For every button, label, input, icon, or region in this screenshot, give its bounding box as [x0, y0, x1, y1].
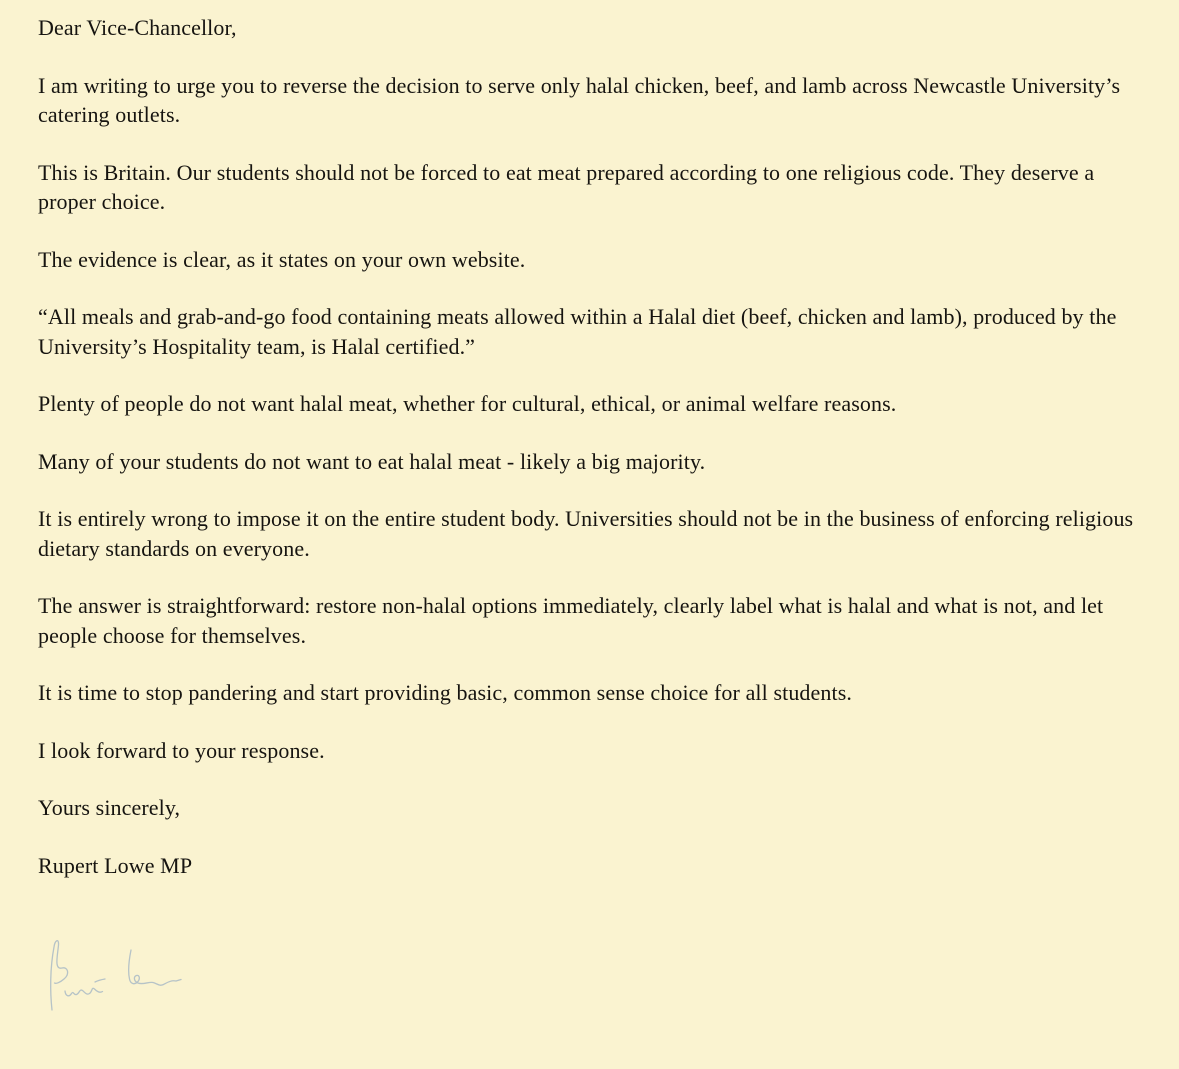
paragraph: It is entirely wrong to impose it on the entire student body. Universities should not be in the business of enforcing religious dietary standards on everyone. — [38, 506, 1134, 561]
handwritten-signature — [45, 934, 195, 1018]
paragraph: Plenty of people do not want halal meat, whether for cultural, ethical, or animal welfare reasons. — [38, 391, 897, 416]
salutation: Dear Vice-Chancellor, — [38, 15, 237, 40]
paragraph: I am writing to urge you to reverse the decision to serve only halal chicken, beef, and lamb across Newcastle University’s catering outlets. — [38, 72, 1121, 127]
paragraph: Many of your students do not want to eat halal meat - likely a big majority. — [38, 448, 706, 474]
paragraph-quote: “All meals and grab-and-go food containing meats allowed within a Halal diet (beef, chicken and lamb), produced by the University’s Hospitality team, is Halal certified.” — [38, 304, 1117, 359]
paragraph: It is time to stop pandering and start providing basic, common sense choice for all students. — [38, 680, 852, 705]
closing: Yours sincerely, — [38, 795, 181, 820]
paragraph: The evidence is clear, as it states on your own website. — [38, 246, 526, 272]
paragraph: I look forward to your response. — [38, 737, 325, 763]
paragraph: The answer is straightforward: restore non-halal options immediately, clearly label what is halal and what is not, and let people choose for themselves. — [38, 593, 1104, 648]
signature-ink-icon — [45, 934, 195, 1018]
paragraph: This is Britain. Our students should not be forced to eat meat prepared according to one religious code. They deserve a proper choice. — [38, 159, 1095, 214]
sender-name: Rupert Lowe MP — [38, 852, 193, 878]
